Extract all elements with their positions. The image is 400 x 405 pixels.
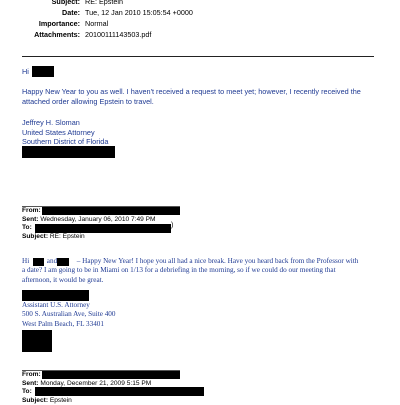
redaction-box [42, 371, 180, 379]
header-label: Date: [62, 8, 80, 17]
reply1-signature [22, 118, 108, 147]
sent-label: Sent: [22, 215, 39, 223]
subject-label: Subject: [22, 232, 49, 240]
signature-title: United States Attorney [22, 127, 95, 137]
header-label: Importance: [38, 19, 80, 28]
redaction-box [22, 330, 52, 352]
reply1-greeting [22, 67, 29, 77]
redaction-box [33, 258, 44, 266]
greeting-text: Hi [22, 67, 29, 76]
redaction-box [35, 222, 174, 233]
body-text: – Happy New Year! I hope you all had a nice break. Have you heard back from the Professor with a date? I am going to be in Miami on 1/13 for a debriefing in the morning, so if we could do our meeting that afternoon, it would be great. [22, 257, 359, 284]
subject-value: RE: Epstein [49, 232, 85, 240]
header-row-subject [0, 0, 260, 8]
sent-value: Monday, December 21, 2009 5:15 PM [40, 379, 152, 387]
subject-row [22, 233, 382, 242]
greeting-hi: Hi [22, 257, 30, 265]
signature-address2: West Palm Beach, FL 33401 [22, 319, 104, 328]
signature-name: Jeffrey H. Sloman [22, 118, 80, 127]
header-label: Attachments: [34, 30, 80, 39]
redaction-box [22, 290, 89, 301]
to-label: To: [22, 388, 32, 396]
greeting-and: and [46, 257, 58, 265]
header-value: Tue, 12 Jan 2010 15:05:54 +0000 [85, 8, 193, 17]
sent-value: Wednesday, January 06, 2010 7:49 PM [40, 215, 156, 223]
subject-row [22, 397, 382, 405]
header-value: RE: Epstein [85, 0, 123, 6]
subject-value: Epstein [49, 396, 72, 404]
redaction-box [32, 66, 54, 77]
subject-label: Subject: [22, 396, 49, 404]
sent-row [22, 216, 382, 225]
msg2-body [22, 257, 362, 285]
attachment-link[interactable]: 20100111143503.pdf [85, 30, 152, 39]
from-label: From: [22, 207, 41, 214]
header-divider [22, 56, 374, 57]
header-row-date [0, 8, 260, 19]
sent-label: Sent: [22, 379, 39, 387]
header-row-importance [0, 19, 260, 30]
to-label: To: [22, 224, 32, 232]
header-row-attachments [0, 30, 260, 41]
to-close-paren: ) [171, 222, 174, 229]
reply1-body: Happy New Year to you as well. I haven't received a request to meet yet; however, I recently received the attached order allowing Epstein to travel. [22, 87, 361, 106]
email-header [0, 0, 260, 41]
redaction-box [22, 146, 115, 158]
header-label: Subject: [51, 0, 80, 6]
header-value: Normal [85, 19, 109, 28]
signature-district: Southern District of Florida [22, 137, 109, 147]
msg2-signature [22, 301, 116, 329]
redaction-box [35, 387, 204, 396]
signature-title: Assistant U.S. Attorney [22, 301, 90, 309]
redaction-box [42, 207, 180, 215]
from-label: From: [22, 371, 41, 378]
redaction-box [57, 258, 69, 266]
signature-address1: 500 S. Australian Ave, Suite 400 [22, 310, 116, 319]
